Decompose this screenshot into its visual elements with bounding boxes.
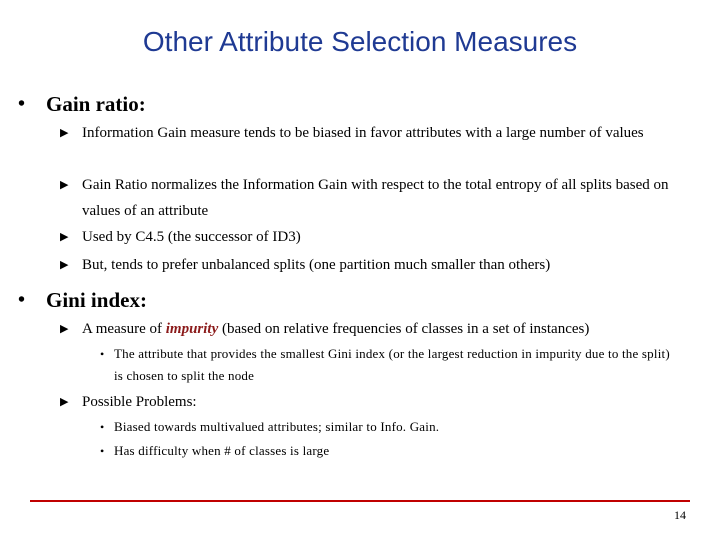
- bullet-icon: •: [18, 93, 26, 115]
- list-item-text: But, tends to prefer unbalanced splits (one partition much smaller than others): [82, 257, 551, 273]
- list-item: [60, 316, 700, 342]
- triangle-bullet-icon: ▶: [60, 396, 69, 408]
- section-heading: Gini index:: [46, 288, 147, 312]
- list-item-text: Used by C4.5 (the successor of ID3): [82, 229, 301, 245]
- bullet-icon: •: [100, 347, 105, 361]
- triangle-bullet-icon: ▶: [60, 259, 69, 271]
- triangle-bullet-icon: ▶: [60, 127, 69, 139]
- section-gain-ratio: [18, 92, 146, 116]
- list-item-text: Information Gain measure tends to be biased in favor attributes with a large number of values: [82, 125, 644, 141]
- list-item: [60, 120, 700, 146]
- text-part: A measure of: [82, 321, 166, 337]
- sub-list-item-text: The attribute that provides the smallest Gini index (or the largest reduction in impurity due to the split) is chosen to split the node: [114, 346, 670, 383]
- emphasized-term: impurity: [165, 321, 219, 337]
- footer-divider: [30, 500, 690, 502]
- section-heading: Gain ratio:: [46, 92, 146, 116]
- list-item: [60, 252, 700, 278]
- sub-list-item: [100, 416, 680, 438]
- list-item-text: Possible Problems:: [82, 394, 197, 410]
- bullet-icon: •: [100, 444, 105, 458]
- sub-list-item-text: Biased towards multivalued attributes; similar to Info. Gain.: [114, 419, 440, 434]
- section-gini-index: [18, 288, 147, 312]
- sub-list-item: [100, 343, 680, 387]
- text-part: (based on relative frequencies of classes in a set of instances): [218, 321, 590, 337]
- list-item-text: [82, 316, 700, 342]
- page-number: 14: [674, 508, 686, 522]
- triangle-bullet-icon: ▶: [60, 179, 69, 191]
- triangle-bullet-icon: ▶: [60, 231, 69, 243]
- sub-list-item-text: Has difficulty when # of classes is large: [114, 443, 330, 458]
- sub-list-item: [100, 440, 680, 462]
- list-item: [60, 224, 700, 250]
- bullet-icon: •: [100, 420, 105, 434]
- list-item-text: Gain Ratio normalizes the Information Gain with respect to the total entropy of all splits based on values of an attribute: [82, 177, 669, 219]
- list-item: [60, 172, 700, 224]
- bullet-icon: •: [18, 289, 26, 311]
- slide-title: Other Attribute Selection Measures: [142, 26, 578, 57]
- triangle-bullet-icon: ▶: [60, 323, 69, 335]
- list-item: [60, 389, 700, 415]
